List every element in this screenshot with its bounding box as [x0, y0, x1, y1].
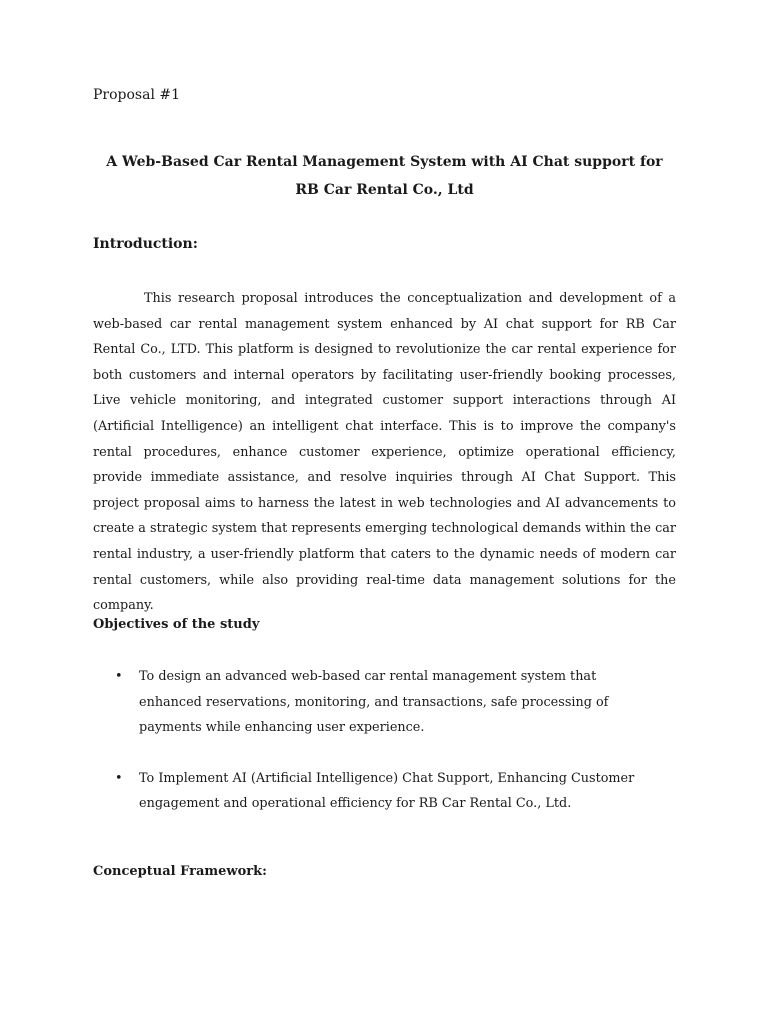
introduction-paragraph: This research proposal introduces the conceptualization and development of a web-based car rental management system enhanced by AI chat support for RB Car Rental Co., LTD. This platform is designed to revolutionize the car rental experience for both customers and internal operators by facilitating user-friendly booking processes, Live vehicle monitoring, and integrated customer support interactions through AI (Artificial Intelligence) an intelligent chat interface. This is to improve the company's rental procedures, enhance customer experience, optimize operational efficiency, provide immediate assistance, and resolve inquiries through AI Chat Support. This project proposal aims to harness the latest in web technologies and AI advancements to create a strategic system that represents emerging technological demands within the car rental industry, a user-friendly platform that caters to the dynamic needs of modern car rental customers, while also providing real-time data management solutions for the company.	[93, 291, 676, 614]
proposal-number: Proposal #1	[93, 87, 181, 103]
introduction-heading: Introduction:	[93, 236, 198, 252]
objectives-heading: Objectives of the study	[93, 617, 260, 632]
objective-text: To design an advanced web-based car rental management system that enhanced reservations, monitoring, and transactions, safe processing of payments while enhancing user experience.	[139, 669, 609, 735]
document-title	[93, 148, 676, 204]
title-line-1: A Web-Based Car Rental Management System with AI Chat support for	[106, 154, 663, 170]
bullet-icon: •	[115, 770, 123, 786]
conceptual-framework-heading: Conceptual Framework:	[93, 864, 267, 879]
title-line-2: RB Car Rental Co., Ltd	[295, 182, 474, 198]
bullet-icon: •	[115, 669, 123, 684]
objectives-list	[93, 664, 676, 842]
objective-item	[93, 664, 639, 741]
objective-text: To Implement AI (Artificial Intelligence) Chat Support, Enhancing Customer engagement and operational efficiency for RB Car Rental Co., Ltd.	[139, 770, 635, 811]
objective-item	[93, 766, 639, 817]
